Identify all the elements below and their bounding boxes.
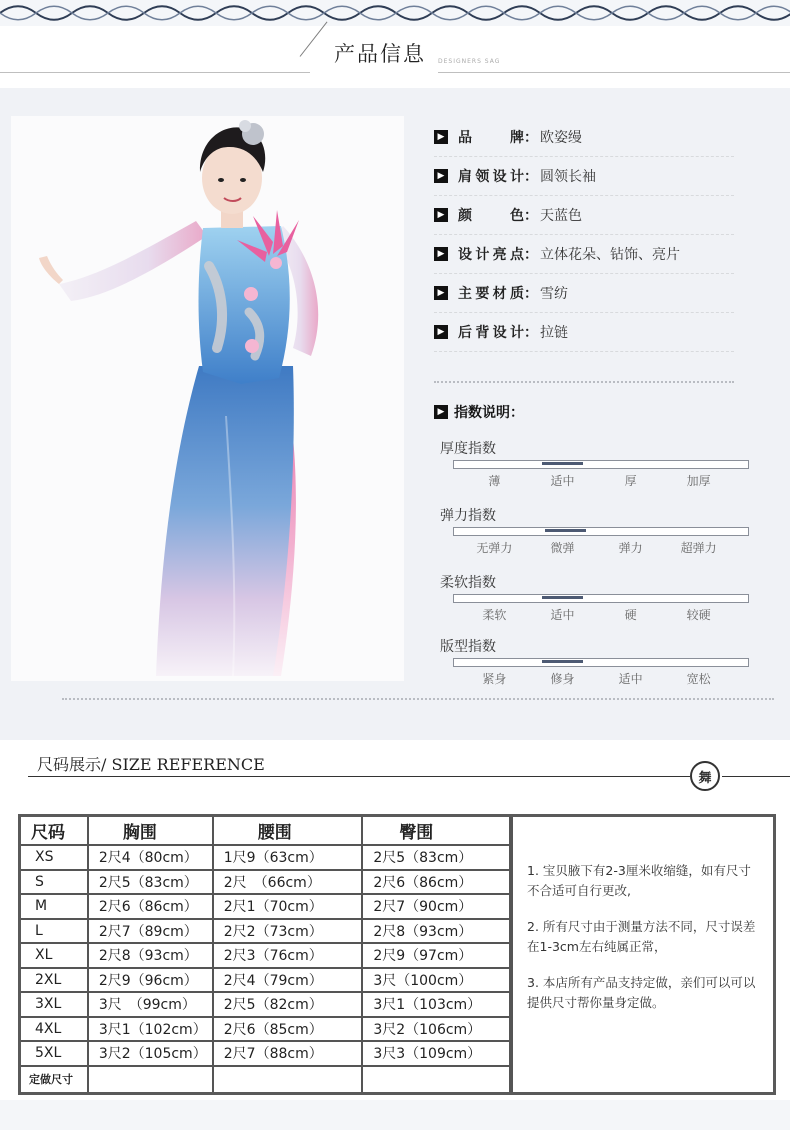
attribute-value: 拉链 bbox=[540, 325, 568, 341]
size-row bbox=[21, 894, 510, 919]
size-cell-measure: 2尺5（83cm） bbox=[362, 845, 510, 870]
attribute-list bbox=[434, 118, 734, 352]
attribute-row bbox=[434, 157, 734, 196]
meter-option: 厚 bbox=[624, 474, 637, 488]
size-note: 1. 宝贝腋下有2-3厘米收缩缝，如有尺寸不合适可自行更改, bbox=[527, 863, 751, 898]
attribute-value: 雪纺 bbox=[540, 286, 568, 302]
custom-size-cell bbox=[362, 1066, 510, 1092]
column-header: 腰围 bbox=[213, 817, 363, 845]
size-notes bbox=[511, 817, 773, 1092]
fit-meter bbox=[440, 636, 750, 686]
arrow-bullet-icon: ▶ bbox=[434, 286, 448, 300]
meter-option: 微弹 bbox=[550, 541, 575, 555]
meter-option: 较硬 bbox=[686, 608, 711, 622]
column-header: 胸围 bbox=[88, 817, 213, 845]
dotted-divider bbox=[62, 698, 774, 700]
size-cell-code: M bbox=[21, 894, 88, 919]
size-cell-measure: 3尺（100cm） bbox=[362, 968, 510, 993]
product-info-subtitle: DESIGNERS SAG bbox=[438, 58, 501, 65]
attribute-label: 设计亮点 bbox=[458, 247, 524, 263]
meter-option: 适中 bbox=[618, 672, 643, 686]
dotted-divider bbox=[434, 381, 734, 383]
attribute-value: 欧姿缦 bbox=[540, 130, 582, 146]
size-cell-measure: 3尺2（106cm） bbox=[362, 1017, 510, 1042]
size-cell-code: XL bbox=[21, 943, 88, 968]
size-cell-measure: 3尺3（109cm） bbox=[362, 1041, 510, 1066]
attribute-colon: ： bbox=[524, 325, 538, 341]
size-row bbox=[21, 1017, 510, 1042]
size-cell-code: XS bbox=[21, 845, 88, 870]
size-row bbox=[21, 919, 510, 944]
size-cell-measure: 2尺5（82cm） bbox=[213, 992, 363, 1017]
size-cell-measure: 2尺4（79cm） bbox=[213, 968, 363, 993]
softness-meter bbox=[440, 572, 750, 622]
size-cell-measure: 2尺7（90cm） bbox=[362, 894, 510, 919]
size-table bbox=[21, 817, 511, 1092]
size-cell-measure: 3尺1（102cm） bbox=[88, 1017, 213, 1042]
meter-option: 柔软 bbox=[482, 608, 507, 622]
attribute-row bbox=[434, 274, 734, 313]
column-header: 臀围 bbox=[362, 817, 510, 845]
size-cell-measure: 2尺6（86cm） bbox=[362, 870, 510, 895]
meter-option: 加厚 bbox=[686, 474, 711, 488]
meter-name: 版型指数 bbox=[440, 639, 496, 655]
attribute-colon: ： bbox=[524, 247, 538, 263]
header-rule-left bbox=[0, 72, 310, 73]
attribute-row bbox=[434, 235, 734, 274]
attribute-row bbox=[434, 313, 734, 352]
arrow-bullet-icon: ▶ bbox=[434, 325, 448, 339]
custom-size-row bbox=[21, 1066, 510, 1092]
product-info-title: 产品信息 bbox=[334, 42, 426, 66]
bottom-strip bbox=[0, 1100, 790, 1130]
product-photo bbox=[11, 116, 404, 681]
size-cell-measure: 2尺6（86cm） bbox=[88, 894, 213, 919]
attribute-colon: ： bbox=[524, 130, 538, 146]
arrow-bullet-icon: ▶ bbox=[434, 247, 448, 261]
arrow-bullet-icon: ▶ bbox=[434, 208, 448, 222]
meter-option: 无弹力 bbox=[476, 541, 513, 555]
arrow-bullet-icon: ▶ bbox=[434, 169, 448, 183]
meter-option: 修身 bbox=[550, 672, 575, 686]
product-info-panel bbox=[0, 88, 790, 740]
elasticity-meter bbox=[440, 505, 750, 555]
meter-name: 弹力指数 bbox=[440, 508, 496, 524]
meter-bar bbox=[453, 460, 749, 469]
attribute-colon: ： bbox=[524, 208, 538, 224]
size-cell-measure: 1尺9（63cm） bbox=[213, 845, 363, 870]
size-cell-measure: 2尺 （66cm） bbox=[213, 870, 363, 895]
custom-size-label: 定做尺寸 bbox=[21, 1066, 88, 1092]
size-cell-measure: 2尺7（88cm） bbox=[213, 1041, 363, 1066]
dancer-illustration bbox=[11, 116, 404, 681]
attribute-label: 主要材质 bbox=[458, 286, 524, 302]
size-row bbox=[21, 943, 510, 968]
size-header-rule-right bbox=[722, 776, 790, 777]
attribute-label: 后背设计 bbox=[458, 325, 524, 341]
size-table-body bbox=[21, 845, 510, 1066]
size-reference-title: 尺码展示/ SIZE REFERENCE bbox=[37, 755, 265, 774]
size-cell-code: L bbox=[21, 919, 88, 944]
wave-ornament bbox=[0, 2, 790, 24]
size-row bbox=[21, 845, 510, 870]
size-cell-measure: 2尺4（80cm） bbox=[88, 845, 213, 870]
thickness-meter bbox=[440, 438, 750, 488]
custom-size-cell bbox=[213, 1066, 363, 1092]
meter-option: 适中 bbox=[550, 608, 575, 622]
size-note: 2. 所有尺寸由于测量方法不同，尺寸误差在1-3cm左右纯属正常， bbox=[527, 919, 756, 954]
meter-option: 紧身 bbox=[482, 672, 507, 686]
size-cell-measure: 2尺1（70cm） bbox=[213, 894, 363, 919]
meter-name: 柔软指数 bbox=[440, 575, 496, 591]
size-note: 3. 本店所有产品支持定做，亲们可以可以提供尺寸帮你量身定做。 bbox=[527, 975, 756, 1010]
size-cell-code: 3XL bbox=[21, 992, 88, 1017]
index-title-text: 指数说明： bbox=[454, 405, 524, 421]
header-rule-right bbox=[438, 72, 790, 73]
meter-bar bbox=[453, 594, 749, 603]
size-cell-measure: 2尺8（93cm） bbox=[362, 919, 510, 944]
size-cell-measure: 2尺9（97cm） bbox=[362, 943, 510, 968]
attribute-label: 肩领设计 bbox=[458, 169, 524, 185]
meter-option: 薄 bbox=[488, 474, 501, 488]
meter-option: 超弹力 bbox=[680, 541, 717, 555]
size-row bbox=[21, 992, 510, 1017]
attribute-value: 立体花朵、钻饰、亮片 bbox=[540, 247, 680, 263]
top-decorative-band bbox=[0, 0, 790, 26]
attribute-row bbox=[434, 196, 734, 235]
meter-option: 适中 bbox=[550, 474, 575, 488]
custom-size-cell bbox=[88, 1066, 213, 1092]
size-row bbox=[21, 870, 510, 895]
size-cell-measure: 2尺6（85cm） bbox=[213, 1017, 363, 1042]
meter-bar bbox=[453, 527, 749, 536]
size-cell-measure: 2尺2（73cm） bbox=[213, 919, 363, 944]
meter-name: 厚度指数 bbox=[440, 441, 496, 457]
meter-fill bbox=[545, 529, 586, 532]
attribute-value: 天蓝色 bbox=[540, 208, 582, 224]
size-cell-measure: 2尺7（89cm） bbox=[88, 919, 213, 944]
column-header: 尺码 bbox=[21, 817, 88, 845]
attribute-row bbox=[434, 118, 734, 157]
size-cell-measure: 2尺5（83cm） bbox=[88, 870, 213, 895]
size-cell-measure: 2尺8（93cm） bbox=[88, 943, 213, 968]
attribute-colon: ： bbox=[524, 169, 538, 185]
attribute-label: 品 牌 bbox=[458, 130, 524, 146]
meter-option: 宽松 bbox=[686, 672, 711, 686]
meter-option: 硬 bbox=[624, 608, 637, 622]
size-cell-code: 4XL bbox=[21, 1017, 88, 1042]
arrow-bullet-icon: ▶ bbox=[434, 130, 448, 144]
size-chart-panel bbox=[18, 814, 776, 1095]
size-cell-code: 5XL bbox=[21, 1041, 88, 1066]
product-info-header bbox=[0, 26, 790, 88]
size-header-rule bbox=[28, 776, 690, 777]
size-cell-measure: 2尺9（96cm） bbox=[88, 968, 213, 993]
dance-seal-icon: 舞 bbox=[690, 761, 720, 791]
size-reference-header bbox=[0, 740, 790, 810]
header-slash bbox=[300, 22, 328, 57]
arrow-bullet-icon: ▶ bbox=[434, 405, 448, 419]
attribute-value: 圆领长袖 bbox=[540, 169, 596, 185]
meter-fill bbox=[542, 462, 583, 465]
attribute-label: 颜 色 bbox=[458, 208, 524, 224]
meter-option: 弹力 bbox=[618, 541, 643, 555]
attribute-colon: ： bbox=[524, 286, 538, 302]
size-cell-measure: 3尺1（103cm） bbox=[362, 992, 510, 1017]
size-table-header-row bbox=[21, 817, 510, 845]
size-cell-measure: 3尺 （99cm） bbox=[88, 992, 213, 1017]
size-cell-code: S bbox=[21, 870, 88, 895]
size-cell-code: 2XL bbox=[21, 968, 88, 993]
size-cell-measure: 2尺3（76cm） bbox=[213, 943, 363, 968]
size-row bbox=[21, 968, 510, 993]
size-row bbox=[21, 1041, 510, 1066]
meter-bar bbox=[453, 658, 749, 667]
meter-fill bbox=[542, 596, 583, 599]
index-section-title bbox=[434, 402, 524, 422]
meter-fill bbox=[542, 660, 583, 663]
size-cell-measure: 3尺2（105cm） bbox=[88, 1041, 213, 1066]
